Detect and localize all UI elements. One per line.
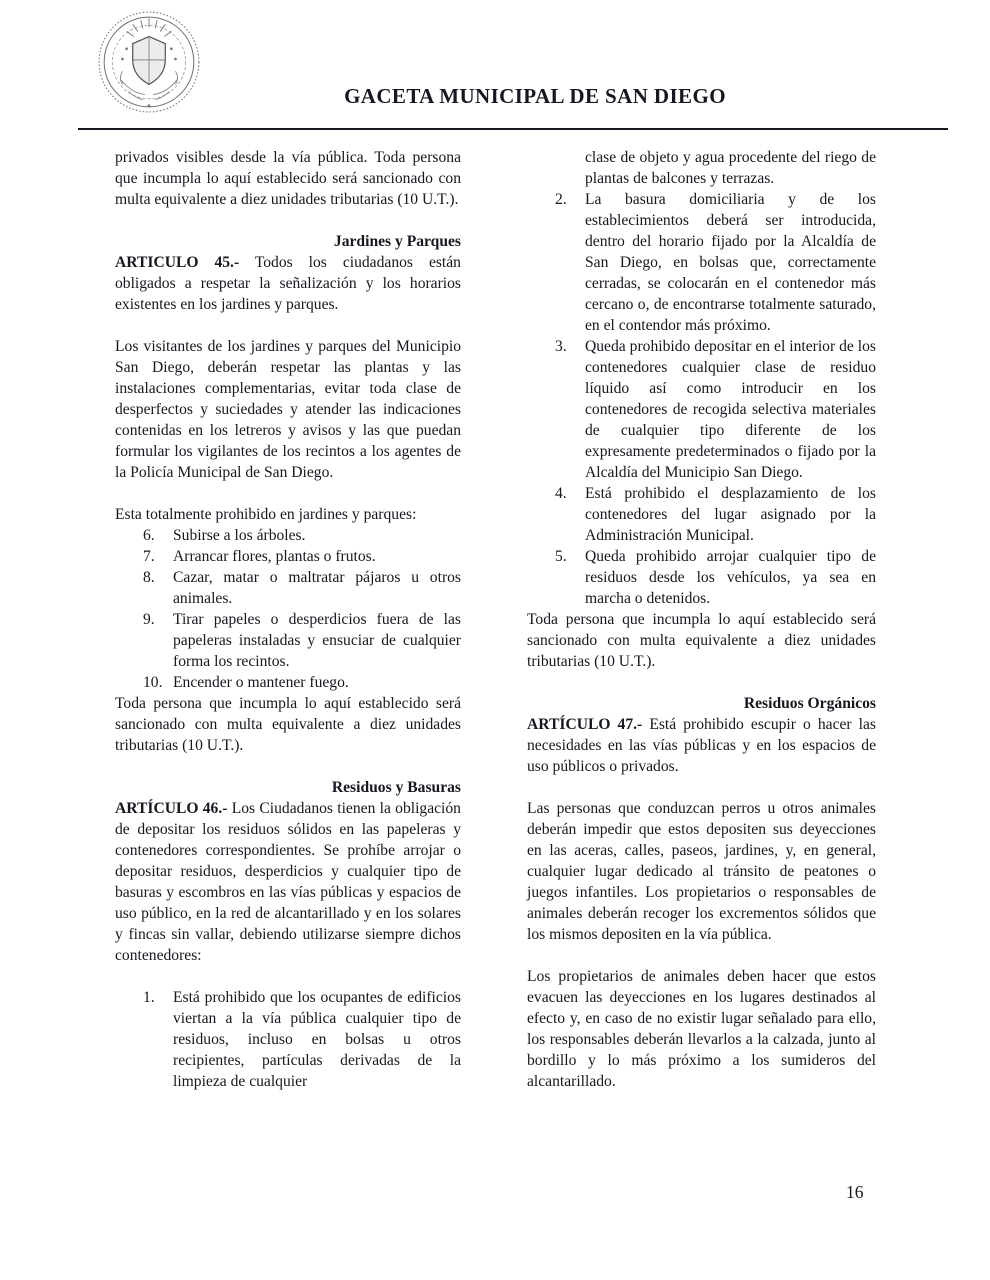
- article-46-paragraph: [115, 798, 461, 966]
- rule-1-continuation: clase de objeto y agua procedente del riego de plantas de balcones y terrazas.: [585, 149, 876, 187]
- paragraph: Toda persona que incumpla lo aquí establecido será sancionado con multa equivalente a diez unidades tributarias (10 U.T.).: [527, 611, 876, 670]
- list-number: 6.: [143, 527, 155, 544]
- article-45-text: Todos los ciudadanos están obligados a respetar la señalización y los horarios existentes en los jardines y parques.: [115, 254, 461, 313]
- list-number: 9.: [143, 611, 155, 628]
- header-rule: [78, 128, 948, 130]
- section-heading-residuos: Residuos y Basuras: [331, 779, 461, 796]
- list-text: Está prohibido el desplazamiento de los contenedores del lugar asignado por la Administración Municipal.: [585, 485, 876, 544]
- list-number: 5.: [555, 548, 567, 565]
- list-text: Queda prohibido arrojar cualquier tipo de residuos desde los vehículos, ya sea en marcha o detenidos.: [585, 548, 876, 607]
- list-item: [115, 987, 461, 1092]
- list-text: La basura domiciliaria y de los establecimientos deberá ser introducida, dentro del horario fijado por la Alcaldía de San Diego, en bolsas que, correctamente cerradas, se colocarán en el contenedor más cercano o, de encontrarse totalmente saturado, en el contendor más próximo.: [585, 191, 876, 334]
- list-number: 10.: [143, 674, 163, 691]
- article-46-text: Los Ciudadanos tienen la obligación de depositar los residuos sólidos en las papeleras y contenedores correspondientes. Se prohíbe arrojar o depositar residuos, desperdicios y cualquier tipo de basuras y escombros en las vías públicas y espacios de uso público, en la red de alcantarillado y en los solares y fincas sin vallar, debiendo utilizarse siempre dichos contenedores:: [115, 800, 461, 964]
- page-number: 16: [846, 1182, 864, 1202]
- article-47-paragraph: [527, 714, 876, 777]
- right-column: [527, 147, 876, 1092]
- article-45-label: ARTICULO 45.-: [115, 254, 240, 271]
- list-item: [115, 567, 461, 609]
- prohibitions-list: [115, 525, 461, 693]
- article-46-label: ARTÍCULO 46.-: [115, 800, 228, 817]
- paragraph: privados visibles desde la vía pública. Toda persona que incumpla lo aquí establecido será sancionado con multa equivalente a diez unidades tributarias (10 U.T.).: [115, 149, 461, 208]
- list-item: [115, 672, 461, 693]
- paragraph: Toda persona que incumpla lo aquí establecido será sancionado con multa equivalente a diez unidades tributarias (10 U.T.).: [115, 695, 461, 754]
- left-column: [115, 147, 461, 1092]
- list-text: Arrancar flores, plantas o frutos.: [173, 548, 376, 565]
- list-number: 2.: [555, 191, 567, 208]
- list-item: [527, 546, 876, 609]
- list-text: Subirse a los árboles.: [173, 527, 306, 544]
- list-item: [527, 189, 876, 336]
- list-number: 1.: [143, 989, 155, 1006]
- list-item: [527, 336, 876, 483]
- list-text: Está prohibido que los ocupantes de edificios viertan a la vía pública cualquier tipo de residuos, incluso en bolsas u otros recipientes, partículas derivadas de la limpieza de cualquier: [173, 989, 461, 1090]
- paragraph: Los propietarios de animales deben hacer que estos evacuen las deyecciones en los lugares destinados al efecto y, en caso de no existir lugar señalado para ello, los responsables deberán llevarlos a la calzada, junto al bordillo y lo más próximo a los sumideros del alcantarillado.: [527, 968, 876, 1090]
- list-text: Encender o mantener fuego.: [173, 674, 349, 691]
- list-item: [115, 525, 461, 546]
- list-number: 3.: [555, 338, 567, 355]
- section-heading-organicos: Residuos Orgánicos: [743, 695, 876, 712]
- list-item: [527, 483, 876, 546]
- list-item: [115, 546, 461, 567]
- list-item: [115, 609, 461, 672]
- article-47-text: Está prohibido escupir o hacer las necesidades en las vías públicas y en los espacios de uso públicos o privados.: [527, 716, 876, 775]
- article-45-paragraph: [115, 252, 461, 315]
- paragraph: Los visitantes de los jardines y parques del Municipio San Diego, deberán respetar las plantas y las instalaciones complementarias, evitar toda clase de desperfectos y suciedades y atender las indicaciones contenidas en los letreros y avisos y las que puedan formular los vigilantes de los recintos a los agentes de la Policía Municipal de San Diego.: [115, 338, 461, 481]
- paragraph: Esta totalmente prohibido en jardines y parques:: [115, 506, 417, 523]
- list-number: 7.: [143, 548, 155, 565]
- gazette-title: GACETA MUNICIPAL DE SAN DIEGO: [344, 84, 726, 108]
- rules-list-right: [527, 189, 876, 609]
- list-text: Cazar, matar o maltratar pájaros u otros animales.: [173, 569, 461, 607]
- list-number: 4.: [555, 485, 567, 502]
- list-text: Tirar papeles o desperdicios fuera de las papeleras instaladas y ensuciar de cualquier forma los recintos.: [173, 611, 461, 670]
- rules-list-left: [115, 987, 461, 1092]
- list-text: Queda prohibido depositar en el interior de los contenedores cualquier clase de residuo líquido así como introducir en los contenedores de recogida selectiva materiales de cualquier tipo diferente de los expresamente predeterminados o fijado por la Alcaldía del Municipio San Diego.: [585, 338, 876, 481]
- paragraph: Las personas que conduzcan perros u otros animales deberán impedir que estos depositen sus deyecciones en las aceras, calles, paseos, jardines, y, en general, cualquier lugar dedicado al tránsito de peatones o juegos infantiles. Los propietarios o responsables de animales deberán recoger los excrementos sólidos que los mismos depositen en la vía pública.: [527, 800, 876, 943]
- section-heading-jardines: Jardines y Parques: [333, 233, 461, 250]
- list-number: 8.: [143, 569, 155, 586]
- article-47-label: ARTÍCULO 47.-: [527, 716, 643, 733]
